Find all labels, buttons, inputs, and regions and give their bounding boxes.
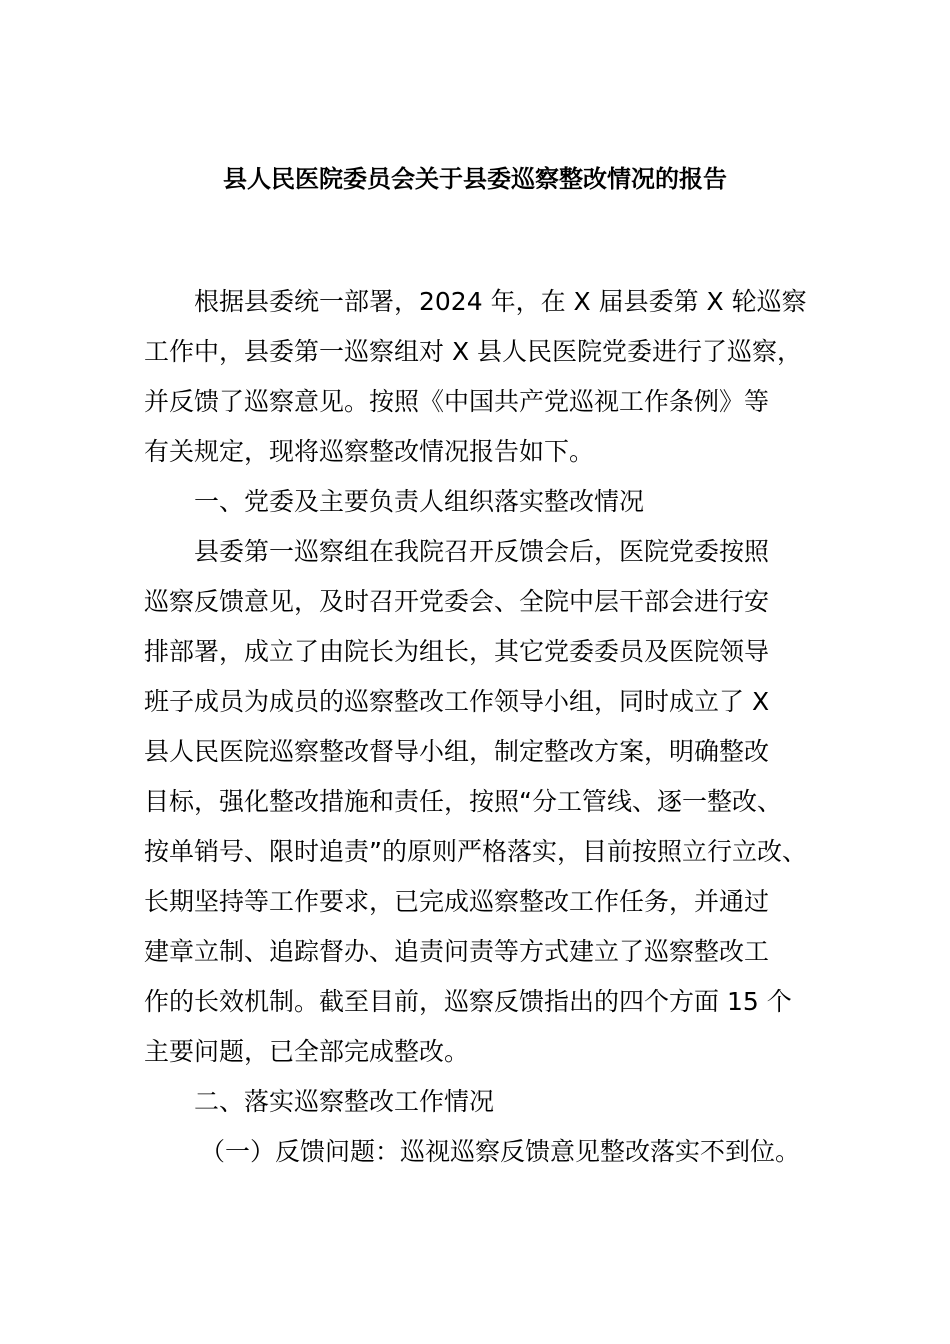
paragraph-line: 工作中，县委第一巡察组对 X 县人民医院党委进行了巡察， xyxy=(144,337,803,366)
paragraph-line: 县人民医院巡察整改督导小组，制定整改方案，明确整改 xyxy=(144,737,770,766)
paragraph-line: 县委第一巡察组在我院召开反馈会后，医院党委按照 xyxy=(194,537,770,566)
paragraph-line: 根据县委统一部署，2024 年，在 X 届县委第 X 轮巡察 xyxy=(194,287,807,316)
paragraph-line: 长期坚持等工作要求，已完成巡察整改工作任务，并通过 xyxy=(144,887,770,916)
paragraph-line: 并反馈了巡察意见。按照《中国共产党巡视工作条例》等 xyxy=(144,387,770,416)
subsection-heading: （一）反馈问题：巡视巡察反馈意见整改落实不到位。 xyxy=(200,1137,801,1166)
paragraph-line: 排部署，成立了由院长为组长，其它党委委员及医院领导 xyxy=(144,637,770,666)
paragraph-line: 巡察反馈意见，及时召开党委会、全院中层干部会进行安 xyxy=(144,587,770,616)
section-heading: 二、落实巡察整改工作情况 xyxy=(194,1087,495,1116)
paragraph-line: 作的长效机制。截至目前，巡察反馈指出的四个方面 15 个 xyxy=(144,987,792,1016)
document-title: 县人民医院委员会关于县委巡察整改情况的报告 xyxy=(223,165,727,193)
paragraph-line: 建章立制、追踪督办、追责问责等方式建立了巡察整改工 xyxy=(144,937,770,966)
paragraph-line: 主要问题，已全部完成整改。 xyxy=(144,1037,470,1066)
paragraph-line: 班子成员为成员的巡察整改工作领导小组，同时成立了 X xyxy=(144,687,770,716)
paragraph-line: 有关规定，现将巡察整改情况报告如下。 xyxy=(144,437,595,466)
paragraph-line: 按单销号、限时追责”的原则严格落实，目前按照立行立改、 xyxy=(144,837,807,866)
paragraph-line: 目标，强化整改措施和责任，按照“分工管线、逐一整改、 xyxy=(144,787,782,816)
section-heading: 一、党委及主要负责人组织落实整改情况 xyxy=(194,487,645,516)
